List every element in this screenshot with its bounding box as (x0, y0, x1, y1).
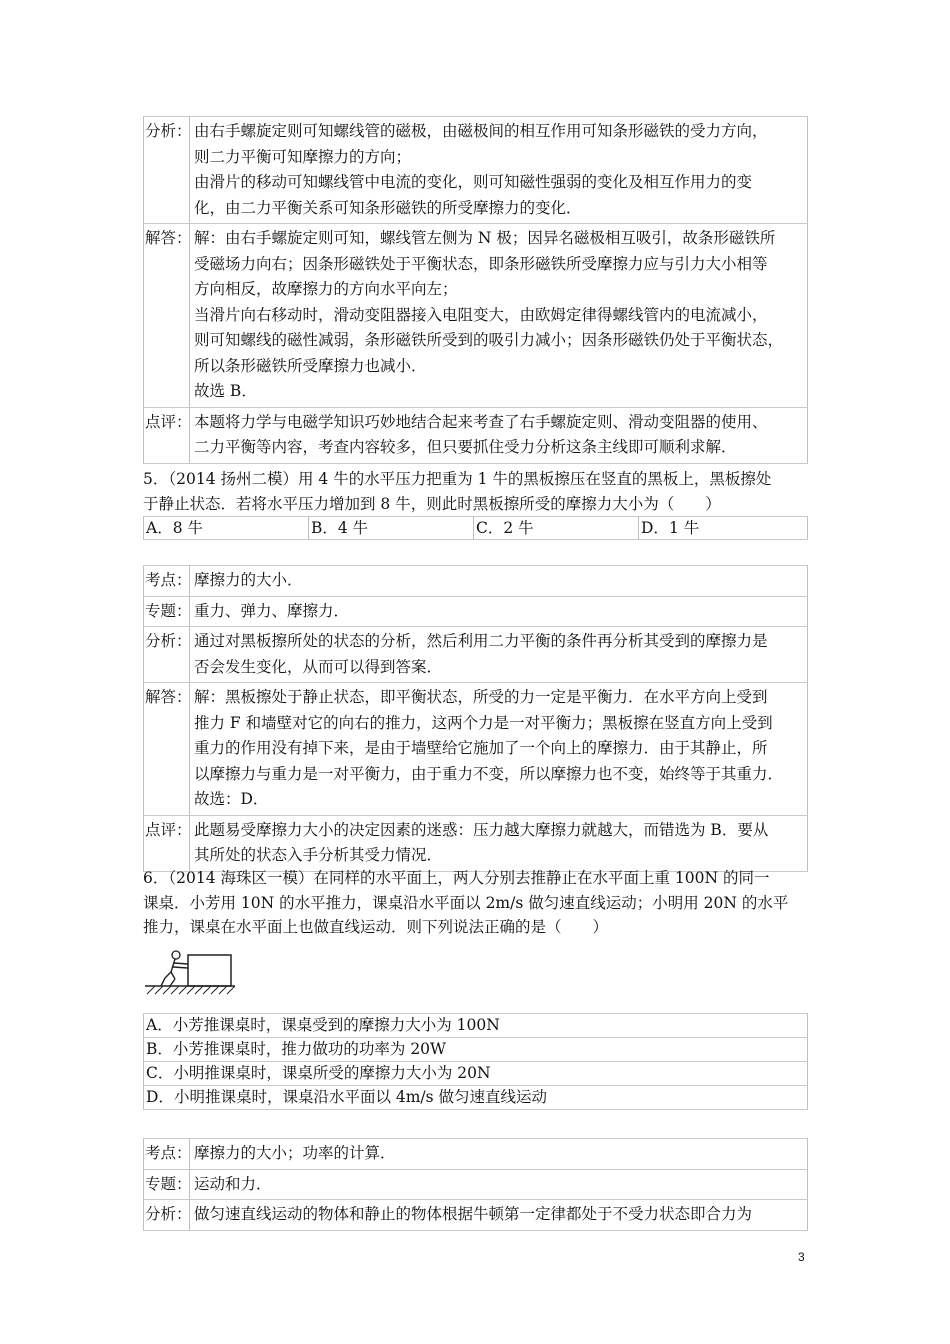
row-label: 专题： (144, 596, 190, 627)
content-line: 由右手螺旋定则可知螺线管的磁极，由磁极间的相互作用可知条形磁铁的受力方向， (194, 122, 768, 140)
content-line: 化，由二力平衡关系可知条形磁铁的所受摩擦力的变化． (194, 198, 582, 217)
content-line: 则可知螺线的磁性减弱，条形磁铁所受到的吸引力减小；因条形磁铁仍处于平衡状态， (194, 331, 784, 349)
analysis-row (144, 1200, 808, 1231)
q6-option-d: D．小明推课桌时，课桌沿水平面以 4m/s 做匀速直线运动 (144, 1086, 808, 1110)
row-content (190, 1169, 808, 1200)
content-line: 否会发生变化，从而可以得到答案． (194, 657, 443, 676)
row-content (190, 1200, 808, 1231)
content-line: 方向相反，故摩擦力的方向水平向左； (194, 280, 458, 298)
row-label: 考点： (144, 1139, 190, 1170)
q5-line-2: 于静止状态．若将水平压力增加到 8 牛，则此时黑板擦所受的摩擦力大小为（ ） (143, 494, 721, 513)
content-line: 重力、弹力、摩擦力． (194, 601, 350, 620)
content-line: 所以条形磁铁所受摩擦力也减小． (194, 356, 427, 375)
row-label: 点评： (144, 815, 190, 871)
content-line: 摩擦力的大小；功率的计算． (194, 1144, 396, 1162)
row-content (190, 627, 808, 683)
q6-option-b: B．小芳推课桌时，推力做功的功率为 20W (144, 1038, 808, 1062)
q6-option-c: C．小明推课桌时，课桌所受的摩擦力大小为 20N (144, 1062, 808, 1086)
content-line: 解：黑板擦处于静止状态，即平衡状态，所受的力一定是平衡力．在水平方向上受到 (194, 688, 768, 706)
content-line: 由滑片的移动可知螺线管中电流的变化，则可知磁性强弱的变化及相互作用力的变 (194, 173, 753, 191)
content-line: 本题将力学与电磁学知识巧妙地结合起来考查了右手螺旋定则、滑动变阻器的使用、 (194, 412, 768, 431)
row-content (190, 1139, 808, 1170)
row-label: 专题： (144, 1169, 190, 1200)
analysis-row (144, 1169, 808, 1200)
analysis-row (144, 627, 808, 683)
q6-line-1: 6．（2014 海珠区一模）在同样的水平面上，两人分别去推静止在水平面上重 100N 的同一 (143, 869, 770, 887)
analysis-row (144, 683, 808, 816)
content-line: 则二力平衡可知摩擦力的方向； (194, 147, 412, 166)
analysis-row (144, 596, 808, 627)
q6-line-3: 推力，课桌在水平面上也做直线运动．则下列说法正确的是（ ） (143, 918, 609, 936)
row-label: 点评： (144, 407, 190, 463)
row-content (190, 815, 808, 871)
row-content (190, 117, 808, 224)
content-line: 受磁场力向右；因条形磁铁处于平衡状态，即条形磁铁所受摩擦力应与引力大小相等 (194, 254, 768, 273)
content-line: 当滑片向右移动时，滑动变阻器接入电阻变大，由欧姆定律得螺线管内的电流减小， (194, 305, 768, 324)
content-line: 以摩擦力与重力是一对平衡力，由于重力不变，所以摩擦力也不变，始终等于其重力． (194, 764, 784, 783)
row-label: 分析： (144, 1200, 190, 1231)
content-line: 运动和力． (194, 1174, 272, 1193)
content-line: 做匀速直线运动的物体和静止的物体根据牛顿第一定律都处于不受力状态即合力为 (194, 1205, 753, 1223)
analysis-row (144, 224, 808, 408)
q6-options (143, 1013, 808, 1110)
content-line: 重力的作用没有掉下来，是由于墙壁给它施加了一个向上的摩擦力．由于其静止，所 (194, 739, 768, 757)
row-label: 分析： (144, 117, 190, 224)
q5-option-d: D．1 牛 (639, 517, 808, 540)
page-number: 3 (798, 1250, 805, 1264)
analysis-row (144, 1139, 808, 1170)
analysis-row (144, 407, 808, 463)
q5-line-1: 5．（2014 扬州二模）用 4 牛的水平压力把重为 1 牛的黑板擦压在竖直的黑板上，黑板擦处 (143, 470, 772, 488)
pushing-desk-figure (143, 946, 243, 1000)
row-content (190, 224, 808, 408)
content-line: 故选：D． (194, 790, 269, 808)
row-content (190, 683, 808, 816)
content-line: 其所处的状态入手分析其受力情况． (194, 846, 443, 864)
row-label: 分析： (144, 627, 190, 683)
analysis-row (144, 117, 808, 224)
content-line: 通过对黑板擦所处的状态的分析，然后利用二力平衡的条件再分析其受到的摩擦力是 (194, 632, 768, 650)
content-line: 此题易受摩擦力大小的决定因素的迷惑：压力越大摩擦力就越大，而错选为 B．要从 (194, 820, 769, 839)
row-content (190, 407, 808, 463)
row-label: 解答： (144, 224, 190, 408)
content-line: 二力平衡等内容，考查内容较多，但只要抓住受力分析这条主线即可顺利求解． (194, 438, 737, 456)
analysis-row (144, 815, 808, 871)
q5-options (143, 516, 808, 540)
content-line: 推力 F 和墙壁对它的向右的推力，这两个力是一对平衡力；黑板擦在竖直方向上受到 (194, 713, 773, 732)
q5-option-b: B．4 牛 (309, 517, 474, 540)
row-content (190, 596, 808, 627)
analysis-row (144, 566, 808, 597)
row-label: 考点： (144, 566, 190, 597)
question-5 (143, 467, 811, 516)
question-6 (143, 866, 811, 940)
q6-line-2: 课桌．小芳用 10N 的水平推力，课桌沿水平面以 2m/s 做匀速直线运动；小明用 20N 的水平 (143, 893, 789, 912)
q4-analysis-table (143, 116, 808, 464)
content-line: 摩擦力的大小． (194, 571, 303, 589)
row-content (190, 566, 808, 597)
row-label: 解答： (144, 683, 190, 816)
content-line: 解：由右手螺旋定则可知，螺线管左侧为 N 极；因异名磁极相互吸引，故条形磁铁所 (194, 229, 776, 247)
content-line: 故选 B． (194, 382, 257, 400)
q5-analysis-table (143, 565, 808, 872)
q5-option-a: A．8 牛 (144, 517, 309, 540)
q6-option-a: A．小芳推课桌时，课桌受到的摩擦力大小为 100N (144, 1014, 808, 1038)
q5-option-c: C．2 牛 (474, 517, 639, 540)
q6-analysis-table (143, 1138, 808, 1231)
